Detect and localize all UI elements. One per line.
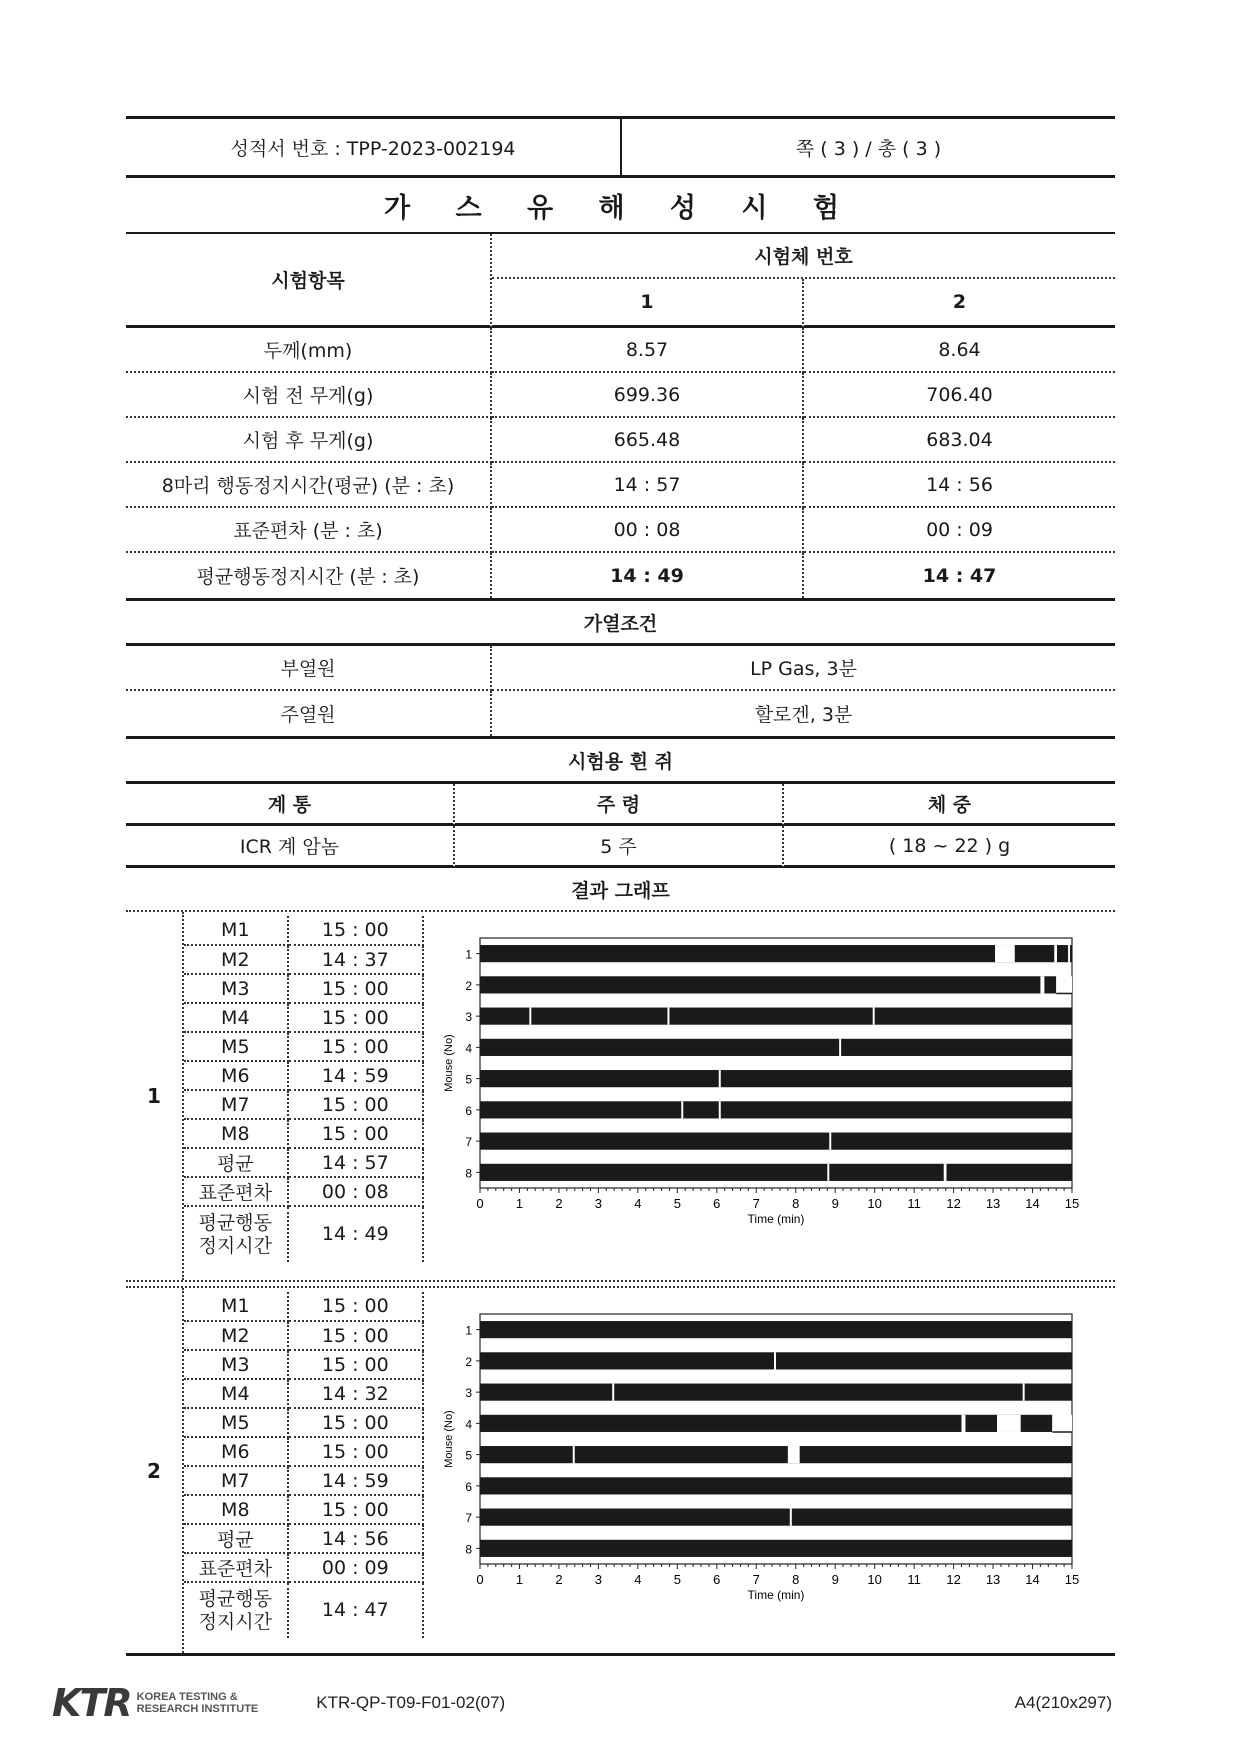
heating-value: 할로겐, 3분 <box>754 704 853 726</box>
activity-gap <box>790 1509 792 1526</box>
table-row <box>184 1177 423 1206</box>
activity-bar <box>480 1384 1072 1401</box>
table-row <box>184 1408 423 1437</box>
ktr-logo-subtitle <box>137 1691 259 1715</box>
activity-bar <box>480 1133 1072 1150</box>
plot-frame <box>480 938 1072 1188</box>
test-item-header: 시험항목 <box>126 234 492 328</box>
activity-bar <box>480 1039 1072 1056</box>
mouse-time: 14 : 57 <box>288 1148 423 1177</box>
x-tick-label: 8 <box>792 1196 800 1211</box>
activity-gap <box>1023 1384 1025 1401</box>
activity-bar <box>480 945 1072 962</box>
x-tick-label: 9 <box>831 1572 839 1587</box>
activity-chart-svg <box>440 926 1100 1266</box>
mice-title: 시험용 흰 쥐 <box>126 736 1115 784</box>
x-tick-label: 15 <box>1064 1572 1080 1587</box>
x-tick-label: 1 <box>515 1196 524 1211</box>
specimen-header: 시험체 번호 <box>492 234 1115 279</box>
x-tick-label: 11 <box>907 1196 921 1211</box>
activity-gap <box>1056 976 1072 993</box>
result-block-2 <box>126 1286 1115 1656</box>
plot-frame <box>480 1314 1072 1564</box>
activity-chart-1 <box>424 912 1115 1280</box>
mouse-time: 15 : 00 <box>288 1090 423 1119</box>
y-tick-label: 2 <box>465 978 472 993</box>
table-row <box>184 1032 423 1061</box>
final-label-line2: 정지시간 <box>198 1234 272 1257</box>
heating-table <box>126 646 1115 736</box>
strain-header: 계 통 <box>126 784 455 826</box>
activity-bar <box>480 1008 1072 1025</box>
x-tick-label: 10 <box>867 1196 882 1211</box>
final-label-line1: 평균행동 <box>198 1587 272 1610</box>
mouse-time: 14 : 37 <box>288 945 423 974</box>
mouse-time: 15 : 00 <box>288 1350 423 1379</box>
mouse-label: M1 <box>184 916 288 945</box>
table-row <box>184 1582 423 1638</box>
table-row <box>184 1321 423 1350</box>
table-row <box>184 1379 423 1408</box>
x-tick-label: 13 <box>985 1196 1001 1211</box>
mouse-time: 14 : 59 <box>288 1466 423 1495</box>
activity-gap <box>1068 945 1070 962</box>
x-tick-label: 6 <box>713 1572 721 1587</box>
y-tick-label: 4 <box>465 1417 472 1432</box>
heating-value: LP Gas, 3분 <box>492 646 1115 691</box>
final-label <box>184 1582 288 1638</box>
activity-gap <box>529 1008 531 1025</box>
page-footer <box>52 1683 1112 1723</box>
row-value: 8.64 <box>804 328 1115 373</box>
heating-label: 주열원 <box>126 691 492 736</box>
mouse-time-table <box>184 916 424 1262</box>
mouse-time: 15 : 00 <box>288 1437 423 1466</box>
x-tick-label: 6 <box>713 1196 721 1211</box>
mouse-time: 15 : 00 <box>288 1321 423 1350</box>
row-value: 00 : 09 <box>804 508 1115 553</box>
activity-gap <box>1040 976 1044 993</box>
x-tick-label: 11 <box>907 1572 921 1587</box>
table-row <box>184 916 423 945</box>
x-tick-label: 14 <box>1025 1196 1040 1211</box>
x-tick-label: 2 <box>555 1572 563 1587</box>
activity-bar <box>480 1101 1072 1118</box>
report-number: 성적서 번호 : TPP-2023-002194 <box>126 119 622 175</box>
activity-gap <box>829 1133 831 1150</box>
x-axis-label: Time (min) <box>747 1588 805 1602</box>
row-value: 683.04 <box>804 418 1115 463</box>
y-axis-label: Mouse (No) <box>443 1034 455 1092</box>
heating-title: 가열조건 <box>126 598 1115 646</box>
row-value: 699.36 <box>492 373 804 418</box>
age-header: 주 령 <box>455 784 784 826</box>
y-tick-label: 1 <box>465 947 472 962</box>
row-value: 706.40 <box>804 373 1115 418</box>
row-label: 시험 전 무게(g) <box>126 373 492 418</box>
x-tick-label: 1 <box>515 1572 524 1587</box>
table-row <box>184 1206 423 1262</box>
mouse-time: 00 : 09 <box>288 1553 423 1582</box>
activity-gap <box>667 1008 669 1025</box>
mouse-label: M6 <box>184 1061 288 1090</box>
x-tick-label: 8 <box>792 1572 800 1587</box>
final-label-line2: 정지시간 <box>198 1610 272 1633</box>
x-tick-label: 7 <box>752 1572 760 1587</box>
activity-gap <box>788 1446 800 1463</box>
logo-sub-line2: RESEARCH INSTITUTE <box>136 1703 259 1715</box>
mouse-time: 15 : 00 <box>288 916 423 945</box>
mouse-time: 14 : 59 <box>288 1061 423 1090</box>
x-tick-label: 0 <box>476 1196 484 1211</box>
x-axis-label: Time (min) <box>747 1212 805 1226</box>
activity-bar <box>480 1509 1072 1526</box>
mouse-label: M7 <box>184 1466 288 1495</box>
final-label-line1: 평균행동 <box>198 1211 272 1234</box>
weight-value: ( 18 ~ 22 ) g <box>784 826 1115 868</box>
y-tick-label: 1 <box>465 1323 472 1338</box>
table-row <box>184 974 423 1003</box>
final-time: 14 : 47 <box>288 1582 423 1638</box>
table-row <box>184 1466 423 1495</box>
activity-gap <box>961 1415 965 1432</box>
y-tick-label: 6 <box>465 1103 472 1118</box>
row-label: 8마리 행동정지시간(평균) (분 : 초) <box>126 463 492 508</box>
row-label: 시험 후 무게(g) <box>126 418 492 463</box>
activity-bar <box>480 1477 1072 1494</box>
y-tick-label: 3 <box>465 1386 472 1401</box>
activity-bar <box>480 1415 1052 1432</box>
row-value: 14 : 57 <box>492 463 804 508</box>
activity-gap <box>1054 945 1057 962</box>
mouse-label: M3 <box>184 1350 288 1379</box>
report-header <box>126 116 1115 178</box>
mouse-label: M8 <box>184 1119 288 1148</box>
mouse-label: M4 <box>184 1003 288 1032</box>
activity-bar <box>480 1446 1072 1463</box>
age-value: 5 주 <box>455 826 784 868</box>
row-value: 14 : 47 <box>922 564 997 587</box>
x-tick-label: 9 <box>831 1196 839 1211</box>
specimen-number: 2 <box>126 1288 184 1653</box>
activity-bar <box>480 1321 1072 1338</box>
logo-sub-line1: KOREA TESTING & <box>136 1691 238 1703</box>
x-tick-label: 4 <box>634 1572 642 1587</box>
final-label <box>184 1206 288 1262</box>
activity-gap <box>944 1164 947 1181</box>
x-tick-label: 4 <box>634 1196 642 1211</box>
mouse-time: 15 : 00 <box>288 1119 423 1148</box>
mouse-time: 00 : 08 <box>288 1177 423 1206</box>
mouse-time: 15 : 00 <box>288 1408 423 1437</box>
activity-gap <box>873 1008 875 1025</box>
mouse-label: M7 <box>184 1090 288 1119</box>
table-row <box>184 1524 423 1553</box>
table-row <box>184 1292 423 1321</box>
row-value: 8.57 <box>492 328 804 373</box>
mouse-label: M5 <box>184 1408 288 1437</box>
mouse-time-table <box>184 1292 424 1638</box>
activity-gap <box>612 1384 614 1401</box>
mouse-label: M5 <box>184 1032 288 1061</box>
x-tick-label: 3 <box>594 1572 603 1587</box>
table-row <box>184 945 423 974</box>
strain-value: ICR 계 암놈 <box>126 826 455 868</box>
mouse-label: M8 <box>184 1495 288 1524</box>
x-tick-label: 3 <box>594 1196 603 1211</box>
activity-gap <box>1052 1415 1072 1432</box>
activity-gap <box>681 1101 683 1118</box>
activity-bar <box>480 1070 1072 1087</box>
y-tick-label: 8 <box>465 1166 472 1181</box>
activity-chart-2 <box>424 1288 1115 1653</box>
weight-header: 체 중 <box>784 784 1115 826</box>
y-tick-label: 6 <box>465 1479 472 1494</box>
mouse-label: 평균 <box>184 1148 288 1177</box>
table-row <box>184 1437 423 1466</box>
page-indicator: 쪽 ( 3 ) / 총 ( 3 ) <box>795 137 942 160</box>
graph-title: 결과 그래프 <box>126 868 1115 912</box>
activity-bar <box>480 976 1056 993</box>
x-tick-label: 5 <box>673 1572 681 1587</box>
x-tick-label: 10 <box>867 1572 882 1587</box>
y-tick-label: 7 <box>465 1511 472 1526</box>
mice-table <box>126 784 1115 868</box>
mouse-time: 15 : 00 <box>288 1003 423 1032</box>
activity-gap <box>719 1070 721 1087</box>
table-row <box>184 1090 423 1119</box>
report-frame <box>126 116 1115 1656</box>
specimen-2-header: 2 <box>804 279 1115 328</box>
activity-bar <box>480 1540 1072 1557</box>
final-time: 14 : 49 <box>288 1206 423 1262</box>
x-tick-label: 14 <box>1025 1572 1040 1587</box>
result-block-1 <box>126 912 1115 1282</box>
x-tick-label: 5 <box>673 1196 681 1211</box>
y-tick-label: 3 <box>465 1010 472 1025</box>
x-tick-label: 0 <box>476 1572 484 1587</box>
specimen-1-header: 1 <box>492 279 804 328</box>
mouse-time: 15 : 00 <box>288 974 423 1003</box>
results-table <box>126 234 1115 598</box>
y-tick-label: 8 <box>465 1542 472 1557</box>
activity-gap <box>573 1446 575 1463</box>
y-tick-label: 2 <box>465 1354 472 1369</box>
ktr-logo: KTR <box>52 1681 131 1725</box>
x-tick-label: 7 <box>752 1196 760 1211</box>
activity-gap <box>839 1039 841 1056</box>
mouse-label: 평균 <box>184 1524 288 1553</box>
table-row <box>184 1553 423 1582</box>
mouse-time: 15 : 00 <box>288 1495 423 1524</box>
activity-gap <box>774 1352 776 1369</box>
row-label: 표준편차 (분 : 초) <box>126 508 492 553</box>
mouse-label: M2 <box>184 945 288 974</box>
x-tick-label: 13 <box>985 1572 1001 1587</box>
mouse-label: 표준편차 <box>184 1553 288 1582</box>
table-row <box>184 1350 423 1379</box>
mouse-label: M2 <box>184 1321 288 1350</box>
row-value: 14 : 49 <box>492 553 804 598</box>
mouse-label: 표준편차 <box>184 1177 288 1206</box>
heating-label: 부열원 <box>126 646 492 691</box>
row-value: 14 : 56 <box>804 463 1115 508</box>
y-axis-label: Mouse (No) <box>443 1410 455 1468</box>
activity-bar <box>480 1164 1072 1181</box>
table-row <box>184 1003 423 1032</box>
mouse-time: 15 : 00 <box>288 1032 423 1061</box>
row-value: 665.48 <box>492 418 804 463</box>
paper-size: A4(210x297) <box>1014 1693 1112 1712</box>
table-row <box>184 1119 423 1148</box>
row-value: 00 : 08 <box>492 508 804 553</box>
activity-gap <box>995 945 1015 962</box>
mouse-time: 14 : 32 <box>288 1379 423 1408</box>
mouse-time: 15 : 00 <box>288 1292 423 1321</box>
specimen-number: 1 <box>126 912 184 1280</box>
mouse-time: 14 : 56 <box>288 1524 423 1553</box>
mouse-label: M4 <box>184 1379 288 1408</box>
row-label: 평균행동정지시간 (분 : 초) <box>126 553 492 598</box>
x-tick-label: 15 <box>1064 1196 1080 1211</box>
mouse-label: M1 <box>184 1292 288 1321</box>
y-tick-label: 5 <box>465 1072 472 1087</box>
activity-chart-svg <box>440 1302 1100 1642</box>
page-title: 가 스 유 해 성 시 험 <box>126 178 1115 234</box>
table-row <box>184 1495 423 1524</box>
form-code: KTR-QP-T09-F01-02(07) <box>316 1693 506 1712</box>
y-tick-label: 7 <box>465 1135 472 1150</box>
row-label: 두께(mm) <box>126 328 492 373</box>
x-tick-label: 12 <box>946 1196 961 1211</box>
y-tick-label: 4 <box>465 1041 472 1056</box>
table-row <box>184 1148 423 1177</box>
mouse-label: M6 <box>184 1437 288 1466</box>
activity-gap <box>719 1101 721 1118</box>
mouse-label: M3 <box>184 974 288 1003</box>
activity-gap <box>827 1164 829 1181</box>
x-tick-label: 12 <box>946 1572 961 1587</box>
x-tick-label: 2 <box>555 1196 563 1211</box>
table-row <box>184 1061 423 1090</box>
activity-gap <box>997 1415 1021 1432</box>
y-tick-label: 5 <box>465 1448 472 1463</box>
